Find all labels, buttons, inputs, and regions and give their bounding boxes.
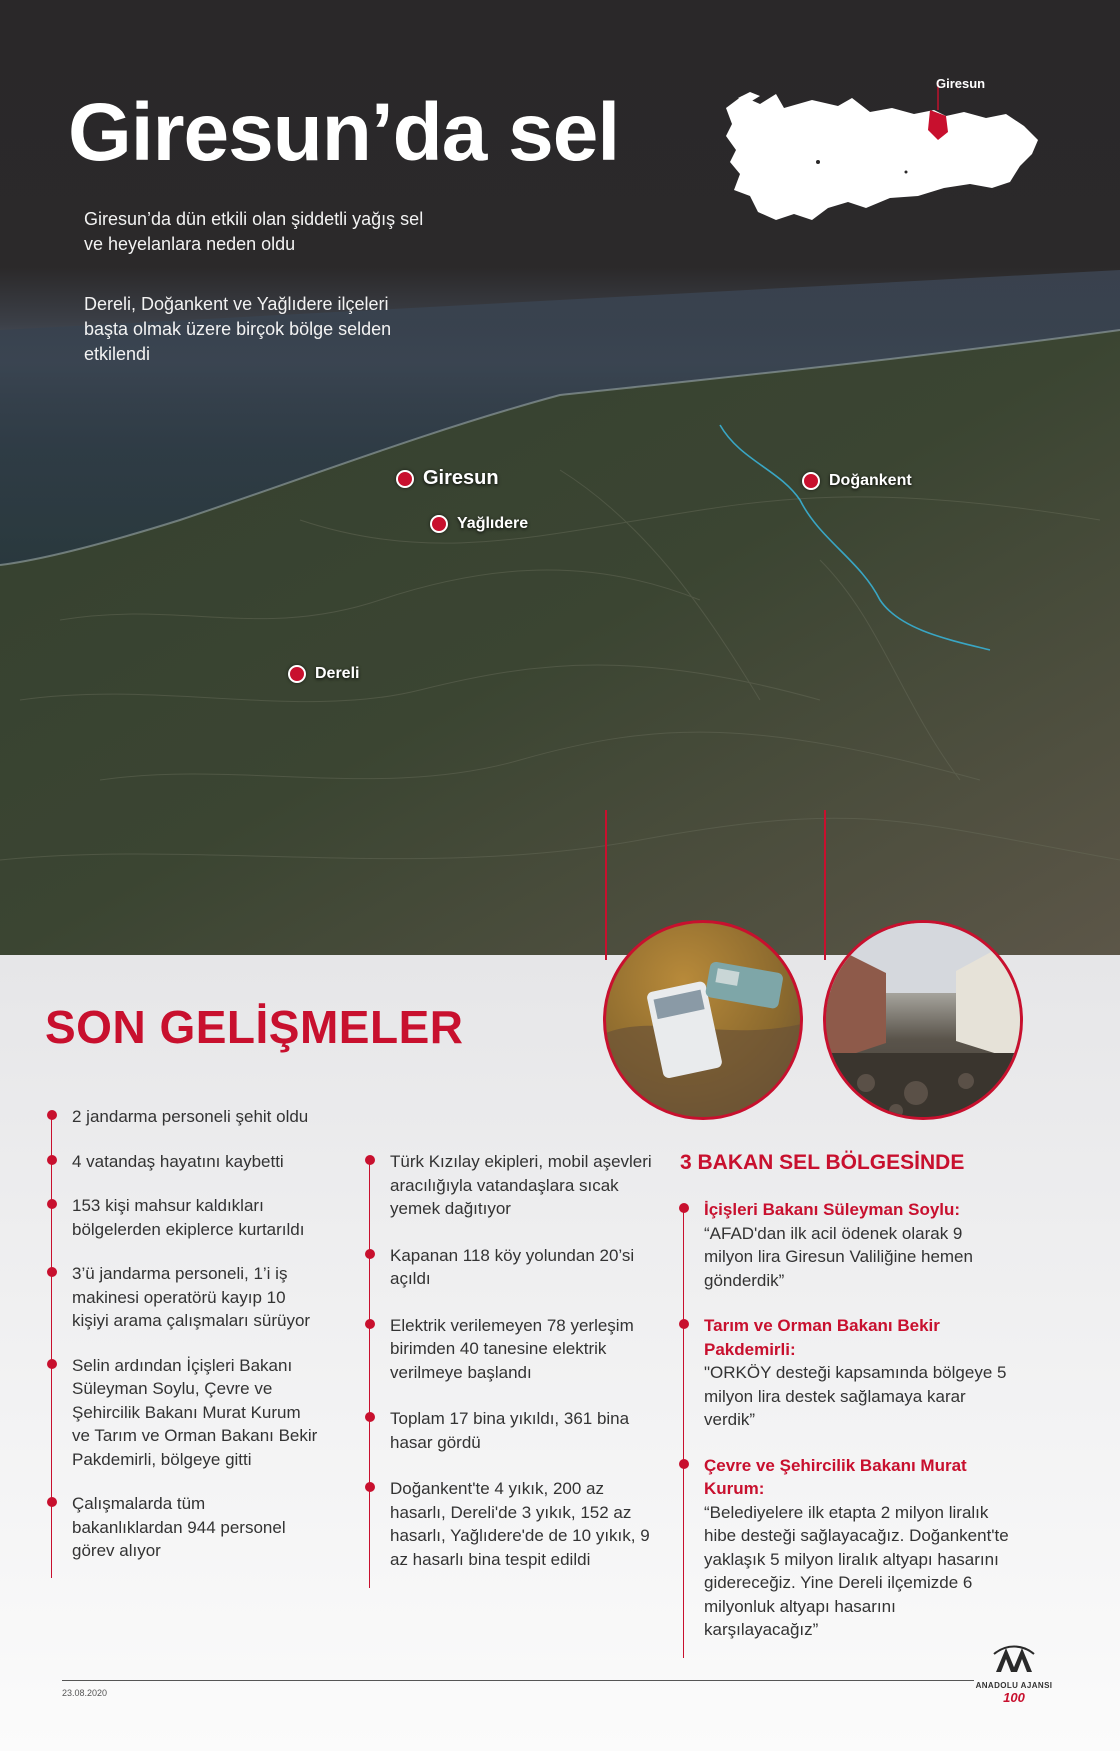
list-item: Toplam 17 bina yıkıldı, 361 bina hasar gördü (366, 1407, 656, 1454)
flood-photo-vehicles (603, 920, 803, 1120)
ministers-column (680, 1198, 1010, 1664)
list-item: Elektrik verilemeyen 78 yerleşim birimden 40 tanesine elektrik verilmeye başlandı (366, 1314, 656, 1385)
map-label-dogankent: Doğankent (829, 472, 912, 489)
location-pin-icon (288, 665, 306, 683)
minister-statement (680, 1198, 1010, 1292)
intro-text-1: Giresun’da dün etkili olan şiddetli yağış sel ve heyelanlara neden oldu (84, 209, 424, 254)
map-label-dereli: Dereli (315, 665, 360, 682)
minister-statement (680, 1314, 1010, 1432)
photo-leader-line (824, 810, 826, 960)
minister-name: Tarım ve Orman Bakanı Bekir Pakdemirli: (704, 1316, 940, 1359)
minister-name: Çevre ve Şehircilik Bakanı Murat Kurum: (704, 1455, 967, 1498)
location-pin-icon (396, 470, 414, 488)
minister-name: İçişleri Bakanı Süleyman Soylu: (704, 1200, 961, 1219)
minimap-label: Giresun (936, 76, 986, 91)
minister-quote: "ORKÖY desteği kapsamında bölgeye 5 milyon lira destek sağlamaya karar verdik” (704, 1363, 1007, 1429)
intro-text-2: Dereli, Doğankent ve Yağlıdere ilçeleri başta olmak üzere birçok bölge selden etkilendi (84, 294, 392, 364)
list-item: Doğankent'te 4 yıkık, 200 az hasarlı, Dereli'de 3 yıkık, 152 az hasarlı, Yağlıdere'de de 10 yıkık, 9 az hasarlı bina tespit edildi (366, 1477, 656, 1571)
ministers-heading: 3 BAKAN SEL BÖLGESİNDE (680, 1151, 965, 1174)
list-item: 3’ü jandarma personeli, 1’i iş makinesi operatörü kayıp 10 kişiyi arama çalışmaları sürüyor (48, 1262, 318, 1333)
list-item: 4 vatandaş hayatını kaybetti (48, 1150, 318, 1174)
anniversary-mark: 100 (1003, 1690, 1025, 1705)
minister-quote: “AFAD'dan ilk acil ödenek olarak 9 milyon lira Giresun Valiliğine hemen gönderdik” (704, 1223, 973, 1290)
flood-photo-street (823, 920, 1023, 1120)
minister-quote: “Belediyelere ilk etapta 2 milyon liralık hibe desteği sağlayacağız. Doğankent'te yaklaşık 5 milyon liralık altyapı hasarını gidereceğiz. Yine Dereli ilçemizde 6 milyonluk altyapı hasarını karşılayacağız” (704, 1502, 1009, 1639)
list-item: Selin ardından İçişleri Bakanı Süleyman Soylu, Çevre ve Şehircilik Bakanı Murat Kurum ve Tarım ve Orman Bakanı Bekir Pakdemirli, bölgeye gitti (48, 1354, 318, 1472)
developments-column-2 (366, 1150, 656, 1594)
section-title: SON GELİŞMELER (45, 1001, 464, 1053)
map-marker-dogankent (802, 472, 912, 490)
page-title: Giresun’da sel (68, 87, 620, 178)
agency-name: ANADOLU AJANSI (975, 1681, 1053, 1690)
minister-statement (680, 1454, 1010, 1642)
aa-logo-icon (992, 1644, 1036, 1674)
list-item: Kapanan 118 köy yolundan 20’si açıldı (366, 1244, 656, 1291)
list-item: 153 kişi mahsur kaldıkları bölgelerden ekiplerce kurtarıldı (48, 1194, 318, 1241)
footer-divider (62, 1680, 974, 1681)
publish-date: 23.08.2020 (62, 1688, 108, 1698)
turkey-minimap (720, 70, 1050, 240)
list-item: Çalışmalarda tüm bakanlıklardan 944 personel görev alıyor (48, 1492, 318, 1563)
map-marker-giresun (396, 467, 499, 490)
developments-column-1 (48, 1105, 318, 1584)
location-pin-icon (802, 472, 820, 490)
map-marker-dereli (288, 665, 359, 683)
map-label-yagildere: Yağlıdere (457, 515, 529, 532)
agency-logo (966, 1644, 1062, 1705)
list-item: Türk Kızılay ekipleri, mobil aşevleri aracılığıyla vatandaşlara sıcak yemek dağıtıyor (366, 1150, 656, 1221)
list-item: 2 jandarma personeli şehit oldu (48, 1105, 318, 1129)
flood-street-image (826, 923, 1023, 1120)
map-marker-yagildere (430, 515, 528, 533)
map-label-giresun: Giresun (423, 467, 499, 489)
flood-vehicles-image (606, 923, 803, 1120)
photo-leader-line (605, 810, 607, 960)
location-pin-icon (430, 515, 448, 533)
